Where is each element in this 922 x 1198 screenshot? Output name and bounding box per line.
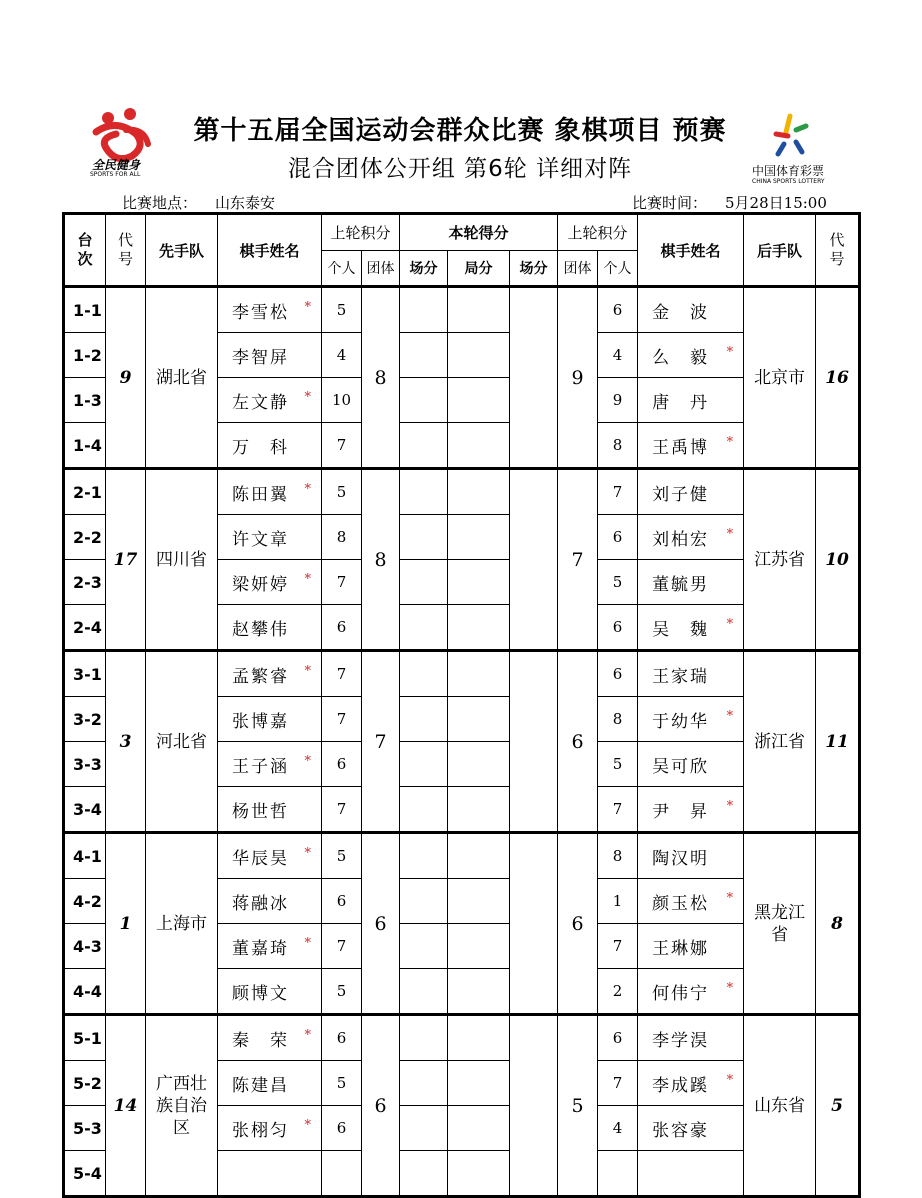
player-left-cell [218,515,322,560]
table-row [64,1015,860,1061]
logo-right-text: 中国体育彩票 [752,164,825,178]
player-name: 左文静 [232,392,289,413]
individual-score-left: 6 [322,605,362,651]
team-score-left: 8 [362,469,400,651]
individual-score-right: 7 [598,787,638,833]
game-pts-cell [448,697,510,742]
col-match-pts-right: 场分 [510,251,558,287]
game-pts-cell [448,378,510,423]
individual-score-right: 6 [598,1015,638,1061]
individual-score-left: 5 [322,833,362,879]
player-right-cell [638,1106,744,1151]
player-left-cell [218,697,322,742]
individual-score-left: 7 [322,651,362,697]
col-board: 台次 [64,214,106,287]
board-number: 5-2 [64,1061,106,1106]
player-right-cell [638,924,744,969]
match-pts-left-cell [400,605,448,651]
col-this-round: 本轮得分 [400,214,558,251]
team-code-left: 9 [106,287,146,469]
individual-score-left: 6 [322,1015,362,1061]
game-pts-cell [448,787,510,833]
player-name: 蒋融冰 [232,893,289,914]
player-right-cell [638,1151,744,1197]
board-number: 4-3 [64,924,106,969]
game-pts-cell [448,423,510,469]
match-pts-right-cell [510,651,558,833]
player-name: 杨世哲 [232,801,289,822]
star-mark: * [726,709,736,724]
board-number: 3-3 [64,742,106,787]
player-right-cell [638,1061,744,1106]
player-name: 李雪松 [232,302,289,323]
player-left-cell [218,560,322,605]
player-right-cell [638,515,744,560]
player-right-cell [638,469,744,515]
star-mark: * [726,799,736,814]
player-right-cell [638,560,744,605]
game-pts-cell [448,287,510,333]
pairing-body [64,287,860,1197]
star-mark: * [304,390,313,405]
board-number: 2-2 [64,515,106,560]
star-mark: * [726,617,736,632]
board-number: 3-1 [64,651,106,697]
player-left-cell [218,469,322,515]
player-right-cell [638,742,744,787]
board-number: 1-2 [64,333,106,378]
player-right-cell [638,969,744,1015]
game-pts-cell [448,1061,510,1106]
player-name: 吴 魏 [652,619,710,640]
game-pts-cell [448,333,510,378]
col-code-right: 代号 [816,214,860,287]
col-player-left: 棋手姓名 [218,214,322,287]
game-pts-cell [448,742,510,787]
player-name: 尹 昇 [652,801,710,822]
game-pts-cell [448,1015,510,1061]
player-name: 么 毅 [652,347,710,368]
china-sports-lottery-logo [748,112,832,188]
match-pts-left-cell [400,697,448,742]
game-pts-cell [448,833,510,879]
game-pts-cell [448,605,510,651]
star-mark: * [304,1118,313,1133]
board-number: 1-1 [64,287,106,333]
player-right-cell [638,787,744,833]
player-name: 陈田翼 [232,484,289,505]
player-name: 秦 荣 [232,1030,289,1051]
team-code-left: 17 [106,469,146,651]
player-left-cell [218,1015,322,1061]
team-score-left: 8 [362,287,400,469]
individual-score-left: 7 [322,560,362,605]
player-left-cell [218,605,322,651]
team-first: 上海市 [146,833,218,1015]
star-mark: * [726,1073,736,1088]
player-name: 张容豪 [652,1120,710,1141]
individual-score-left: 5 [322,1061,362,1106]
individual-score-right: 5 [598,742,638,787]
player-left-cell [218,378,322,423]
player-name: 顾博文 [232,983,289,1004]
player-name: 王禹博 [652,437,710,458]
individual-score-left: 7 [322,697,362,742]
star-mark: * [726,981,736,996]
individual-score-left: 5 [322,469,362,515]
individual-score-right: 7 [598,924,638,969]
player-name: 刘子健 [652,484,710,505]
match-pts-left-cell [400,287,448,333]
star-mark: * [726,345,736,360]
team-score-right: 9 [558,287,598,469]
board-number: 5-3 [64,1106,106,1151]
player-left-cell [218,969,322,1015]
match-pts-left-cell [400,969,448,1015]
player-name: 何伟宁 [652,983,710,1004]
match-pts-left-cell [400,1015,448,1061]
player-right-cell [638,287,744,333]
table-row [64,469,860,515]
individual-score-left: 6 [322,742,362,787]
team-code-right: 11 [816,651,860,833]
player-name: 张栩匀 [232,1120,289,1141]
col-team-first: 先手队 [146,214,218,287]
player-right-cell [638,605,744,651]
match-pts-left-cell [400,423,448,469]
match-pts-left-cell [400,378,448,423]
individual-score-right: 6 [598,605,638,651]
individual-score-right: 2 [598,969,638,1015]
player-right-cell [638,651,744,697]
player-left-cell [218,651,322,697]
match-pts-left-cell [400,924,448,969]
time-value: 5月28日15:00 [725,194,827,212]
individual-score-right: 1 [598,879,638,924]
individual-score-right: 7 [598,1061,638,1106]
board-number: 5-4 [64,1151,106,1197]
player-left-cell [218,742,322,787]
col-prev-score-right: 上轮积分 [558,214,638,251]
team-score-right: 5 [558,1015,598,1197]
player-name: 李学淏 [652,1030,710,1051]
player-right-cell [638,697,744,742]
player-left-cell [218,333,322,378]
venue-label: 比赛地点： [122,194,198,212]
individual-score-right: 5 [598,560,638,605]
player-name: 梁妍婷 [232,574,289,595]
board-number: 1-4 [64,423,106,469]
player-left-cell [218,924,322,969]
team-score-right: 6 [558,833,598,1015]
match-pts-left-cell [400,469,448,515]
match-pts-right-cell [510,833,558,1015]
col-team-left: 团体 [362,251,400,287]
player-name: 华辰昊 [232,848,289,869]
player-name: 唐 丹 [652,392,710,413]
player-left-cell [218,833,322,879]
player-left-cell [218,1061,322,1106]
player-right-cell [638,423,744,469]
star-mark: * [304,572,313,587]
match-pts-right-cell [510,287,558,469]
venue-line [122,192,293,213]
match-pts-left-cell [400,1106,448,1151]
team-score-right: 7 [558,469,598,651]
individual-score-left: 5 [322,287,362,333]
pairing-table-container [62,212,858,1183]
star-mark: * [726,435,736,450]
match-pts-left-cell [400,787,448,833]
individual-score-right: 8 [598,833,638,879]
player-name: 王琳娜 [652,938,710,959]
player-left-cell [218,287,322,333]
match-pts-left-cell [400,833,448,879]
player-name: 许文章 [232,529,289,550]
match-pts-left-cell [400,651,448,697]
table-row [64,287,860,333]
player-right-cell [638,879,744,924]
player-name: 董毓男 [652,574,710,595]
board-number: 5-1 [64,1015,106,1061]
team-first: 广西壮族自治区 [146,1015,218,1197]
board-number: 3-2 [64,697,106,742]
team-code-right: 16 [816,287,860,469]
player-left-cell [218,879,322,924]
star-mark: * [304,846,313,861]
col-prev-score-left: 上轮积分 [322,214,400,251]
player-name: 陶汉明 [652,848,710,869]
team-score-left: 6 [362,833,400,1015]
game-pts-cell [448,1106,510,1151]
individual-score-left: 10 [322,378,362,423]
star-mark: * [304,936,313,951]
board-number: 4-1 [64,833,106,879]
team-score-left: 7 [362,651,400,833]
individual-score-left: 4 [322,333,362,378]
individual-score-right: 8 [598,423,638,469]
player-left-cell [218,1106,322,1151]
col-game-pts: 局分 [448,251,510,287]
star-mark: * [726,527,736,542]
team-second: 江苏省 [744,469,816,651]
individual-score-left: 7 [322,924,362,969]
individual-score-right [598,1151,638,1197]
individual-score-left: 8 [322,515,362,560]
game-pts-cell [448,879,510,924]
individual-score-right: 4 [598,333,638,378]
game-pts-cell [448,1151,510,1197]
game-pts-cell [448,515,510,560]
game-pts-cell [448,651,510,697]
match-pts-right-cell [510,469,558,651]
page-title: 第十五届全国运动会群众比赛 象棋项目 预赛 [193,116,727,146]
board-number: 2-3 [64,560,106,605]
match-pts-left-cell [400,560,448,605]
player-name: 张博嘉 [232,711,289,732]
team-code-right: 5 [816,1015,860,1197]
individual-score-right: 9 [598,378,638,423]
player-name: 王子涵 [232,756,289,777]
table-row [64,651,860,697]
team-second: 浙江省 [744,651,816,833]
logo-right-subtext: CHINA SPORTS LOTTERY [752,178,825,185]
player-name: 刘柏宏 [652,529,710,550]
page-subtitle: 混合团体公开组 第6轮 详细对阵 [287,156,633,182]
team-code-left: 1 [106,833,146,1015]
team-second: 黑龙江省 [744,833,816,1015]
individual-score-left: 7 [322,423,362,469]
star-mark: * [304,664,313,679]
logo-left-subtext: SPORTS FOR ALL [90,171,141,178]
player-left-cell [218,787,322,833]
col-code-left: 代号 [106,214,146,287]
match-pts-left-cell [400,1061,448,1106]
match-pts-left-cell [400,333,448,378]
player-name: 吴可欣 [652,756,710,777]
star-mark: * [304,754,313,769]
col-individual-left: 个人 [322,251,362,287]
player-right-cell [638,833,744,879]
individual-score-left: 7 [322,787,362,833]
individual-score-left: 6 [322,879,362,924]
individual-score-right: 7 [598,469,638,515]
team-code-right: 10 [816,469,860,651]
player-left-cell [218,1151,322,1197]
col-team-right: 团体 [558,251,598,287]
individual-score-left [322,1151,362,1197]
col-match-pts-left: 场分 [400,251,448,287]
match-pts-right-cell [510,1015,558,1197]
board-number: 4-2 [64,879,106,924]
match-pts-left-cell [400,742,448,787]
player-name: 赵攀伟 [232,619,289,640]
team-second: 山东省 [744,1015,816,1197]
col-team-second: 后手队 [744,214,816,287]
player-name: 李成蹊 [652,1075,710,1096]
player-right-cell [638,378,744,423]
match-pts-left-cell [400,515,448,560]
star-mark: * [726,891,736,906]
individual-score-right: 4 [598,1106,638,1151]
team-score-left: 6 [362,1015,400,1197]
board-number: 2-4 [64,605,106,651]
player-name: 于幼华 [652,711,710,732]
individual-score-left: 5 [322,969,362,1015]
team-first: 河北省 [146,651,218,833]
player-name: 万 科 [232,437,289,458]
individual-score-right: 8 [598,697,638,742]
individual-score-right: 6 [598,287,638,333]
board-number: 1-3 [64,378,106,423]
player-right-cell [638,333,744,378]
player-name: 王家瑞 [652,666,710,687]
individual-score-right: 6 [598,651,638,697]
board-number: 3-4 [64,787,106,833]
player-name: 董嘉琦 [232,938,289,959]
board-number: 4-4 [64,969,106,1015]
player-left-cell [218,423,322,469]
board-number: 2-1 [64,469,106,515]
game-pts-cell [448,469,510,515]
time-line [632,192,827,213]
table-row [64,833,860,879]
individual-score-right: 6 [598,515,638,560]
team-second: 北京市 [744,287,816,469]
player-name: 颜玉松 [652,893,710,914]
team-first: 四川省 [146,469,218,651]
star-mark: * [304,1028,313,1043]
col-individual-right: 个人 [598,251,638,287]
pairing-table [62,212,861,1198]
logo-left-text: 全民健身 [92,158,141,172]
document-header [0,0,922,216]
time-label: 比赛时间： [632,194,708,212]
team-score-right: 6 [558,651,598,833]
team-code-right: 8 [816,833,860,1015]
game-pts-cell [448,560,510,605]
match-pts-left-cell [400,879,448,924]
team-code-left: 3 [106,651,146,833]
sports-for-all-logo [86,104,166,184]
player-name: 孟繁睿 [232,666,289,687]
player-name: 李智屏 [232,347,289,368]
player-name: 金 波 [652,302,710,323]
star-mark: * [304,482,313,497]
individual-score-left: 6 [322,1106,362,1151]
star-mark: * [304,300,313,315]
game-pts-cell [448,969,510,1015]
player-right-cell [638,1015,744,1061]
team-code-left: 14 [106,1015,146,1197]
game-pts-cell [448,924,510,969]
match-pts-left-cell [400,1151,448,1197]
player-name: 陈建昌 [232,1075,289,1096]
venue-value: 山东泰安 [215,194,276,212]
col-player-right: 棋手姓名 [638,214,744,287]
team-first: 湖北省 [146,287,218,469]
